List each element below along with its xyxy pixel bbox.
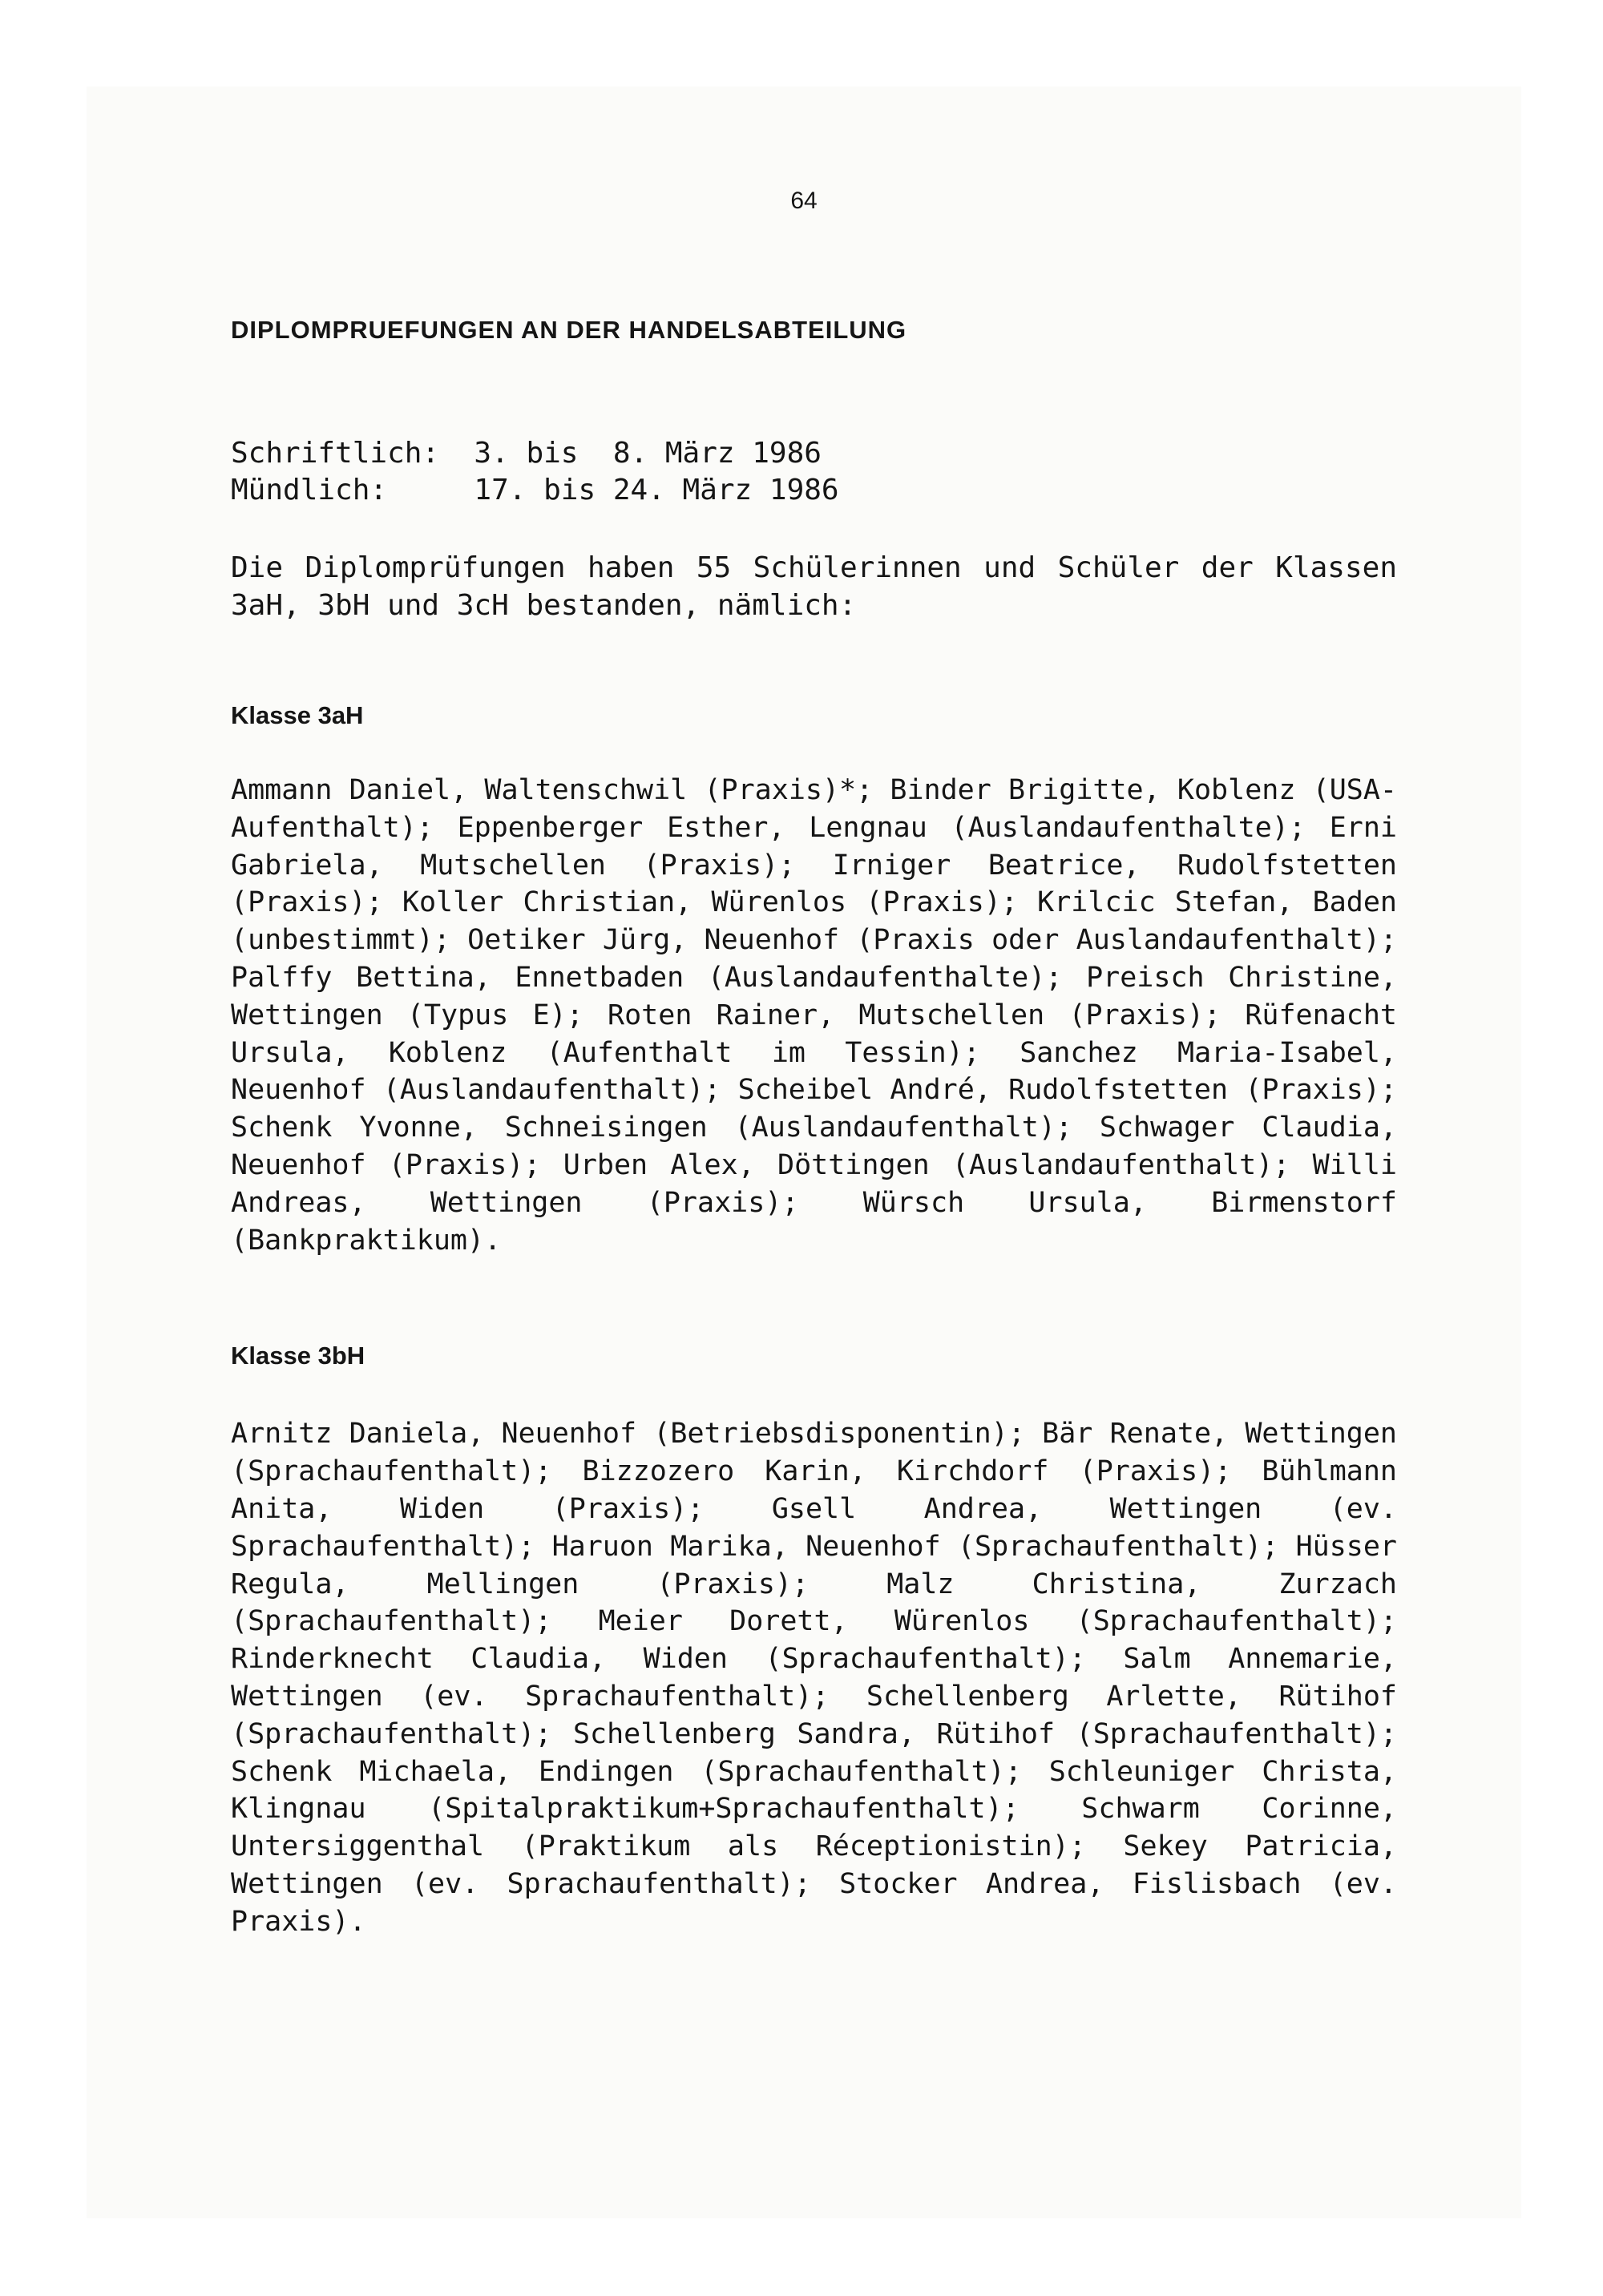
exam-dates <box>231 435 1397 509</box>
document-body <box>231 316 1397 1969</box>
document-page <box>87 87 1521 2218</box>
class-roster-3ah: Ammann Daniel, Waltenschwil (Praxis)*; Binder Brigitte, Koblenz (USA-Aufenthalt); Eppenberger Esther, Lengnau (Auslandaufenthalte); Erni Gabriela, Mutschellen (Praxis); Irniger Beatrice, Rudolfstetten (Praxis); Koller Christian, Würenlos (Praxis); Krilcic Stefan, Baden (unbestimmt); Oetiker Jürg, Neuenhof (Praxis oder Auslandaufenthalt); Palffy Bettina, Ennetbaden (Auslandaufenthalte); Preisch Christine, Wettingen (Typus E); Roten Rainer, Mutschellen (Praxis); Rüfenacht Ursula, Koblenz (Aufenthalt im Tessin); Sanchez Maria-Isabel, Neuenhof (Auslandaufenthalt); Scheibel André, Rudolfstetten (Praxis); Schenk Yvonne, Schneisingen (Auslandaufenthalt); Schwager Claudia, Neuenhof (Praxis); Urben Alex, Döttingen (Auslandaufenthalt); Willi Andreas, Wettingen (Praxis); Würsch Ursula, Birmenstorf (Bankpraktikum). <box>231 774 1397 1257</box>
page-number: 64 <box>790 188 818 214</box>
document-title: DIPLOMPRUEFUNGEN AN DER HANDELSABTEILUNG <box>231 316 907 344</box>
oral-exam-date: Mündlich: 17. bis 24. März 1986 <box>231 474 839 506</box>
class-roster-3bh: Arnitz Daniela, Neuenhof (Betriebsdisponentin); Bär Renate, Wettingen (Sprachaufenthalt); Bizzozero Karin, Kirchdorf (Praxis); Bühlmann Anita, Widen (Praxis); Gsell Andrea, Wettingen (ev. Sprachaufenthalt); Haruon Marika, Neuenhof (Sprachaufenthalt); Hüsser Regula, Mellingen (Praxis); Malz Christina, Zurzach (Sprachaufenthalt); Meier Dorett, Würenlos (Sprachaufenthalt); Rinderknecht Claudia, Widen (Sprachaufenthalt); Salm Annemarie, Wettingen (ev. Sprachaufenthalt); Schellenberg Arlette, Rütihof (Sprachaufenthalt); Schellenberg Sandra, Rütihof (Sprachaufenthalt); Schenk Michaela, Endingen (Sprachaufenthalt); Schleuniger Christa, Klingnau (Spitalpraktikum+Sprachaufenthalt); Schwarm Corinne, Untersiggenthal (Praktikum als Réceptionistin); Sekey Patricia, Wettingen (ev. Sprachaufenthalt); Stocker Andrea, Fislisbach (ev. Praxis). <box>231 1418 1397 1938</box>
scan-border <box>87 87 1521 2218</box>
intro-paragraph: Die Diplomprüfungen haben 55 Schülerinnen und Schüler der Klassen 3aH, 3bH und 3cH bestanden, nämlich: <box>231 551 1397 622</box>
class-heading-3bh: Klasse 3bH <box>231 1342 365 1370</box>
written-exam-date: Schriftlich: 3. bis 8. März 1986 <box>231 437 822 470</box>
class-heading-3ah: Klasse 3aH <box>231 701 364 729</box>
